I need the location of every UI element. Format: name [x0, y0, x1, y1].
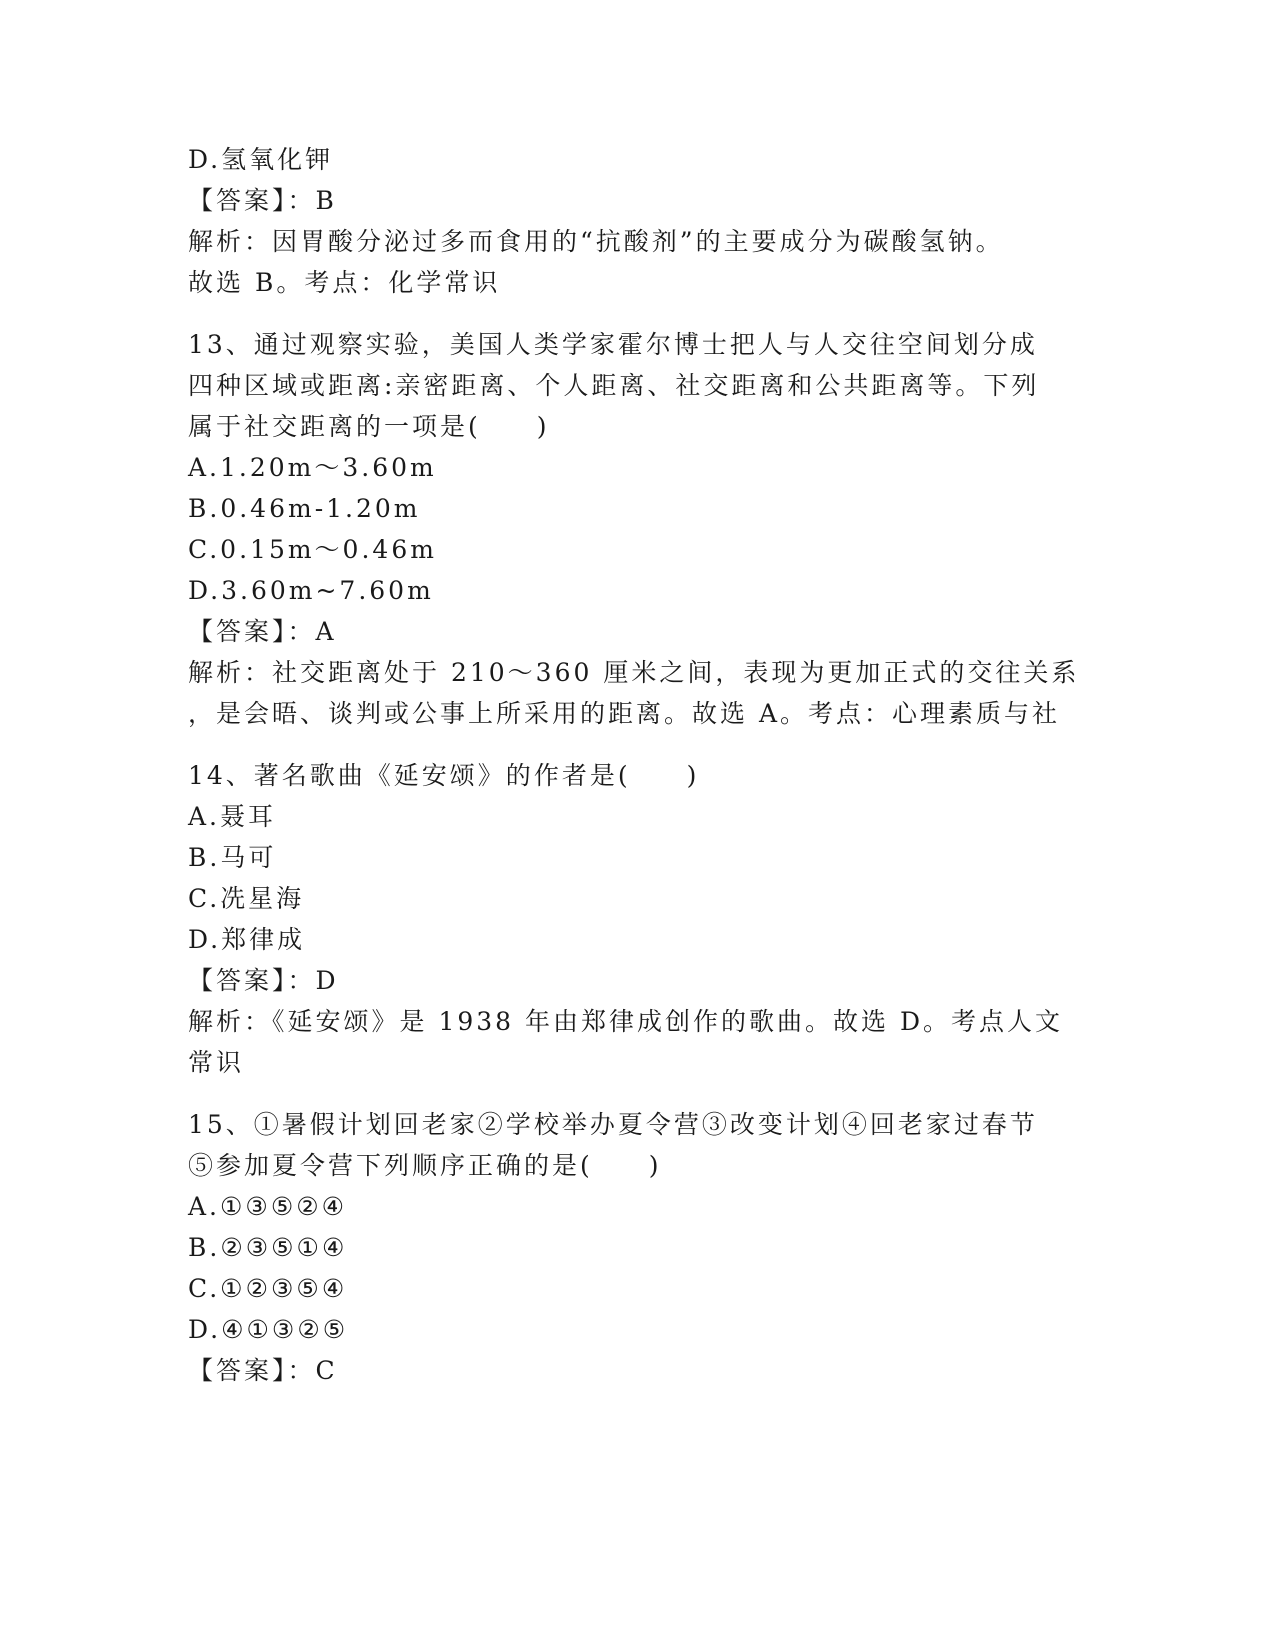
question-text: ⑤参加夏令营下列顺序正确的是( ) — [188, 1151, 662, 1180]
question-text: 14、著名歌曲《延安颂》的作者是( ) — [188, 761, 700, 790]
answer: 【答案】：C — [188, 1356, 338, 1385]
question-text: 四种区域或距离:亲密距离、个人距离、社交距离和公共距离等。下列 — [188, 371, 1040, 400]
analysis: ，是会晤、谈判或公事上所采用的距离。故选 A。考点：心理素质与社 — [188, 699, 1061, 728]
answer: 【答案】：B — [188, 186, 337, 215]
option-d: D.3.60m~7.60m — [188, 576, 434, 605]
option-d: D.④①③②⑤ — [188, 1315, 349, 1344]
option-b: B.马可 — [188, 843, 277, 872]
option-c: C.0.15m～0.46m — [188, 535, 437, 564]
option-b: B.0.46m-1.20m — [188, 494, 421, 523]
answer: 【答案】：A — [188, 617, 337, 646]
option-c: C.冼星海 — [188, 884, 305, 913]
answer: 【答案】：D — [188, 966, 339, 995]
option-d: D.郑律成 — [188, 925, 306, 954]
option-a: A.1.20m～3.60m — [188, 453, 437, 482]
option-a: A.聂耳 — [188, 802, 277, 831]
analysis: 解析：因胃酸分泌过多而食用的“抗酸剂”的主要成分为碳酸氢钠。 — [188, 227, 1004, 256]
option-d: D.氢氧化钾 — [188, 145, 334, 174]
question-text: 15、①暑假计划回老家②学校举办夏令营③改变计划④回老家过春节 — [188, 1110, 1038, 1139]
question-text: 13、通过观察实验，美国人类学家霍尔博士把人与人交往空间划分成 — [188, 330, 1038, 359]
analysis: 解析：社交距离处于 210～360 厘米之间，表现为更加正式的交往关系 — [188, 658, 1080, 687]
option-a: A.①③⑤②④ — [188, 1192, 348, 1221]
analysis: 故选 B。考点：化学常识 — [188, 268, 501, 297]
analysis: 常识 — [188, 1048, 245, 1077]
question-text: 属于社交距离的一项是( ) — [188, 412, 550, 441]
option-b: B.②③⑤①④ — [188, 1233, 348, 1262]
analysis: 解析：《延安颂》是 1938 年由郑律成创作的歌曲。故选 D。考点人文 — [188, 1007, 1064, 1036]
option-c: C.①②③⑤④ — [188, 1274, 348, 1303]
